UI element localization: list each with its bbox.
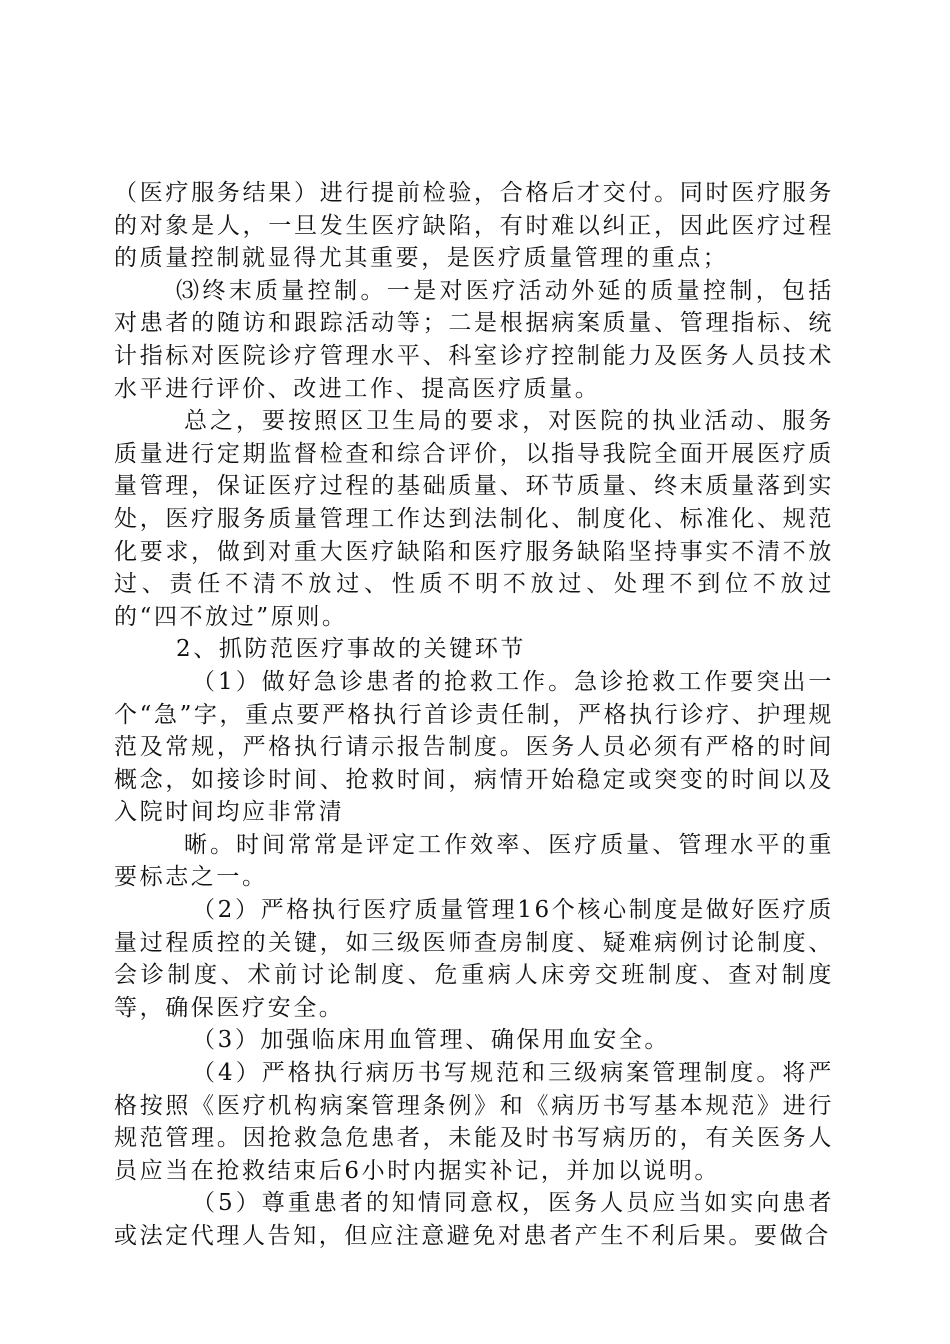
paragraph-process-quality-continued: （医疗服务结果）进行提前检验，合格后才交付。同时医疗服务的对象是人，一旦发生医疗缺陷，有时难以纠正，因此医疗过程的质量控制就显得尤其重要，是医疗质量管理的重点； xyxy=(114,180,834,272)
paragraph-medical-records: （4）严格执行病历书写规范和三级病案管理制度。将严格按照《医疗机构病案管理条例》和《病历书写基本规范》进行规范管理。因抢救急危患者，未能及时书写病历的，有关医务人员应当在抢救结束后6小时内据实补记，并加以说明。 xyxy=(114,1060,834,1184)
paragraph-emergency-rescue: （1）做好急诊患者的抢救工作。急诊抢救工作要突出一个“急”字，重点要严格执行首诊责任制，严格执行诊疗、护理规范及常规，严格执行请示报告制度。医务人员必须有严格的时间概念，如接诊时间、抢救时间，病情开始稳定或突变的时间以及入院时间均应非常清 xyxy=(114,668,834,826)
section-heading-accident-prevention: 2、抓防范医疗事故的关键环节 xyxy=(176,636,527,663)
paragraph-final-quality-control: ⑶终末质量控制。一是对医疗活动外延的质量控制，包括对患者的随访和跟踪活动等；二是根据病案质量、管理指标、统计指标对医院诊疗管理水平、科室诊疗控制能力及医务人员技术水平进行评价、改进工作、提高医疗质量。 xyxy=(114,277,834,402)
document-body xyxy=(114,177,834,1253)
paragraph-core-systems: （2）严格执行医疗质量管理16个核心制度是做好医疗质量过程质控的关键，如三级医师查房制度、疑难病例讨论制度、会诊制度、术前讨论制度、危重病人床旁交班制度、查对制度等，确保医疗安全。 xyxy=(114,897,834,1021)
paragraph-summary: 总之，要按照区卫生局的要求，对医院的执业活动、服务质量进行定期监督检查和综合评价，以指导我院全面开展医疗质量管理，保证医疗过程的基础质量、环节质量、终末质量落到实处，医疗服务质量管理工作达到法制化、制度化、标准化、规范化要求，做到对重大医疗缺陷和医疗服务缺陷坚持事实不清不放过、责任不清不放过、性质不明不放过、处理不到位不放过的“四不放过”原则。 xyxy=(114,408,834,630)
paragraph-informed-consent: （5）尊重患者的知情同意权，医务人员应当如实向患者或法定代理人告知，但应注意避免对患者产生不利后果。要做合 xyxy=(114,1190,834,1249)
paragraph-time-importance: 晰。时间常常是评定工作效率、医疗质量、管理水平的重要标志之一。 xyxy=(114,831,834,891)
paragraph-blood-management: （3）加强临床用血管理、确保用血安全。 xyxy=(192,1027,671,1054)
